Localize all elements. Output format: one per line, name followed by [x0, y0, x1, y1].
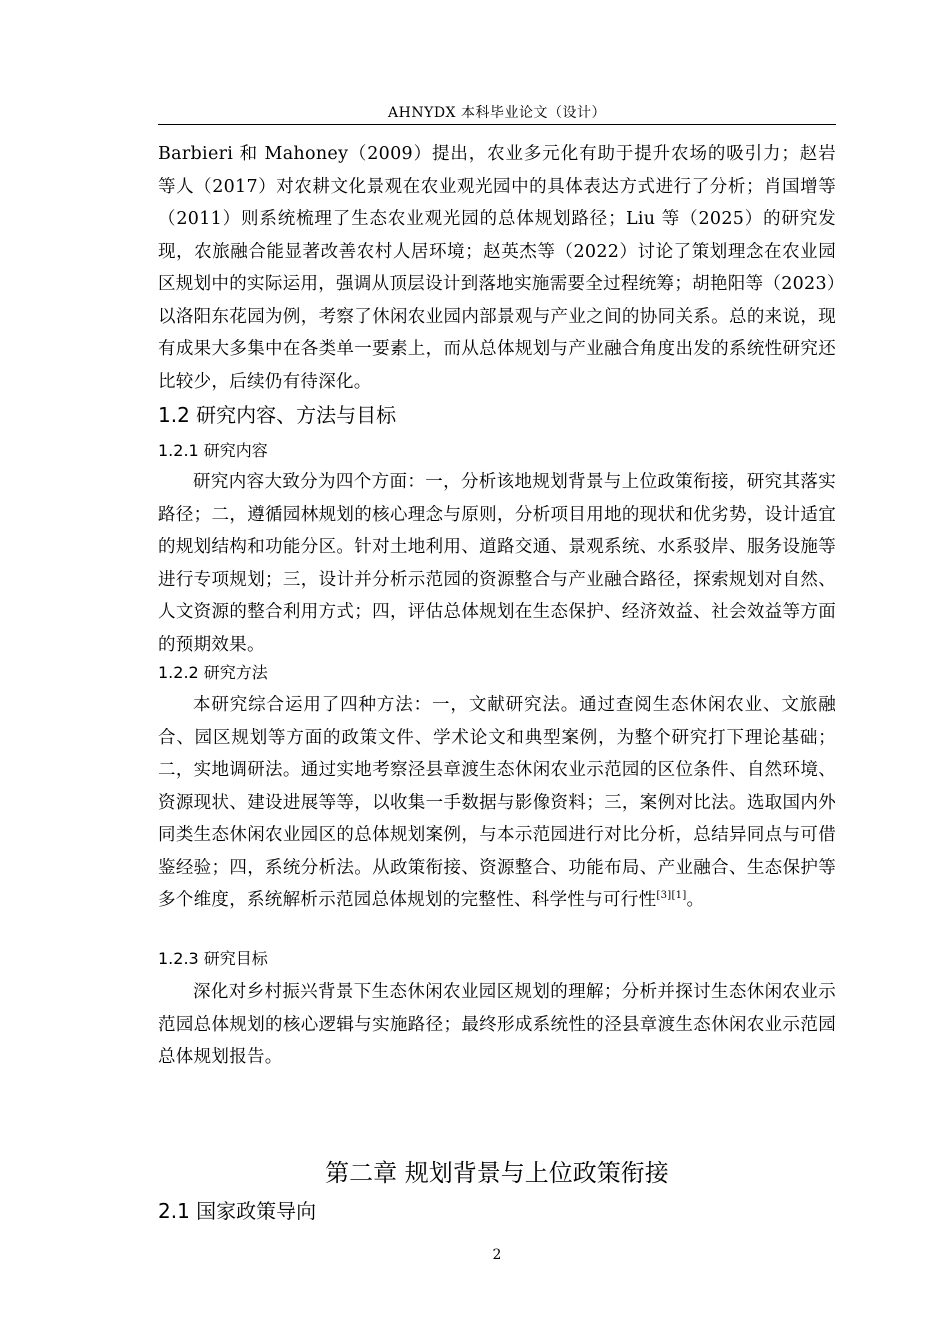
paragraph-research-methods: [158, 689, 836, 917]
subsection-heading-1-2-2: 1.2.2 研究方法: [158, 663, 268, 682]
paragraph-literature: Barbieri 和 Mahoney（2009）提出，农业多元化有助于提升农场的吸引力；赵岩等人（2017）对农耕文化景观在农业观光园中的具体表达方式进行了分析；肖国增等（2011）则系统梳理了生态农业观光园的总体规划路径；Liu 等（2025）的研究发现，农旅融合能显著改善农村人居环境；赵英杰等（2022）讨论了策划理念在农业园区规划中的实际运用，强调从顶层设计到落地实施需要全过程统筹；胡艳阳等（2023）以洛阳东花园为例，考察了休闲农业园内部景观与产业之间的协同关系。总的来说，现有成果大多集中在各类单一要素上，而从总体规划与产业融合角度出发的系统性研究还比较少，后续仍有待深化。: [158, 144, 836, 392]
paragraph-research-content: 研究内容大致分为四个方面：一，分析该地规划背景与上位政策衔接，研究其落实路径；二，遵循园林规划的核心理念与原则，分析项目用地的现状和优劣势，设计适宜的规划结构和功能分区。针对土地利用、道路交通、景观系统、水系驳岸、服务设施等进行专项规划；三，设计并分析示范园的资源整合与产业融合路径，探索规划对自然、人文资源的整合利用方式；四，评估总体规划在生态保护、经济效益、社会效益等方面的预期效果。: [158, 472, 836, 655]
header-rule: [158, 124, 836, 125]
subsection-heading-1-2-3: 1.2.3 研究目标: [158, 949, 268, 968]
methods-text: 本研究综合运用了四种方法：一，文献研究法。通过查阅生态休闲农业、文旅融合、园区规划等方面的政策文件、学术论文和典型案例，为整个研究打下理论基础；二，实地调研法。通过实地考察泾县章渡生态休闲农业示范园的区位条件、自然环境、资源现状、建设进展等等，以收集一手数据与影像资料；三，案例对比法。选取国内外同类生态休闲农业园区的总体规划案例，与本示范园进行对比分析，总结异同点与可借鉴经验；四，系统分析法。从政策衔接、资源整合、功能布局、产业融合、生态保护等多个维度，系统解析示范园总体规划的完整性、科学性与可行性: [158, 695, 836, 910]
page-number: 2: [492, 1247, 502, 1263]
citation-marker: [3][1]: [656, 890, 687, 902]
methods-end: 。: [686, 890, 705, 910]
chapter-title: 第二章 规划背景与上位政策衔接: [325, 1159, 669, 1187]
paragraph-research-goals: 深化对乡村振兴背景下生态休闲农业园区规划的理解；分析并探讨生态休闲农业示范园总体规划的核心逻辑与实施路径；最终形成系统性的泾县章渡生态休闲农业示范园总体规划报告。: [158, 982, 836, 1067]
running-header: AHNYDX 本科毕业论文（设计）: [388, 105, 606, 121]
subsection-heading-1-2-1: 1.2.1 研究内容: [158, 441, 268, 460]
section-heading-2-1: 2.1 国家政策导向: [158, 1199, 317, 1223]
section-heading-1-2: 1.2 研究内容、方法与目标: [158, 403, 397, 427]
